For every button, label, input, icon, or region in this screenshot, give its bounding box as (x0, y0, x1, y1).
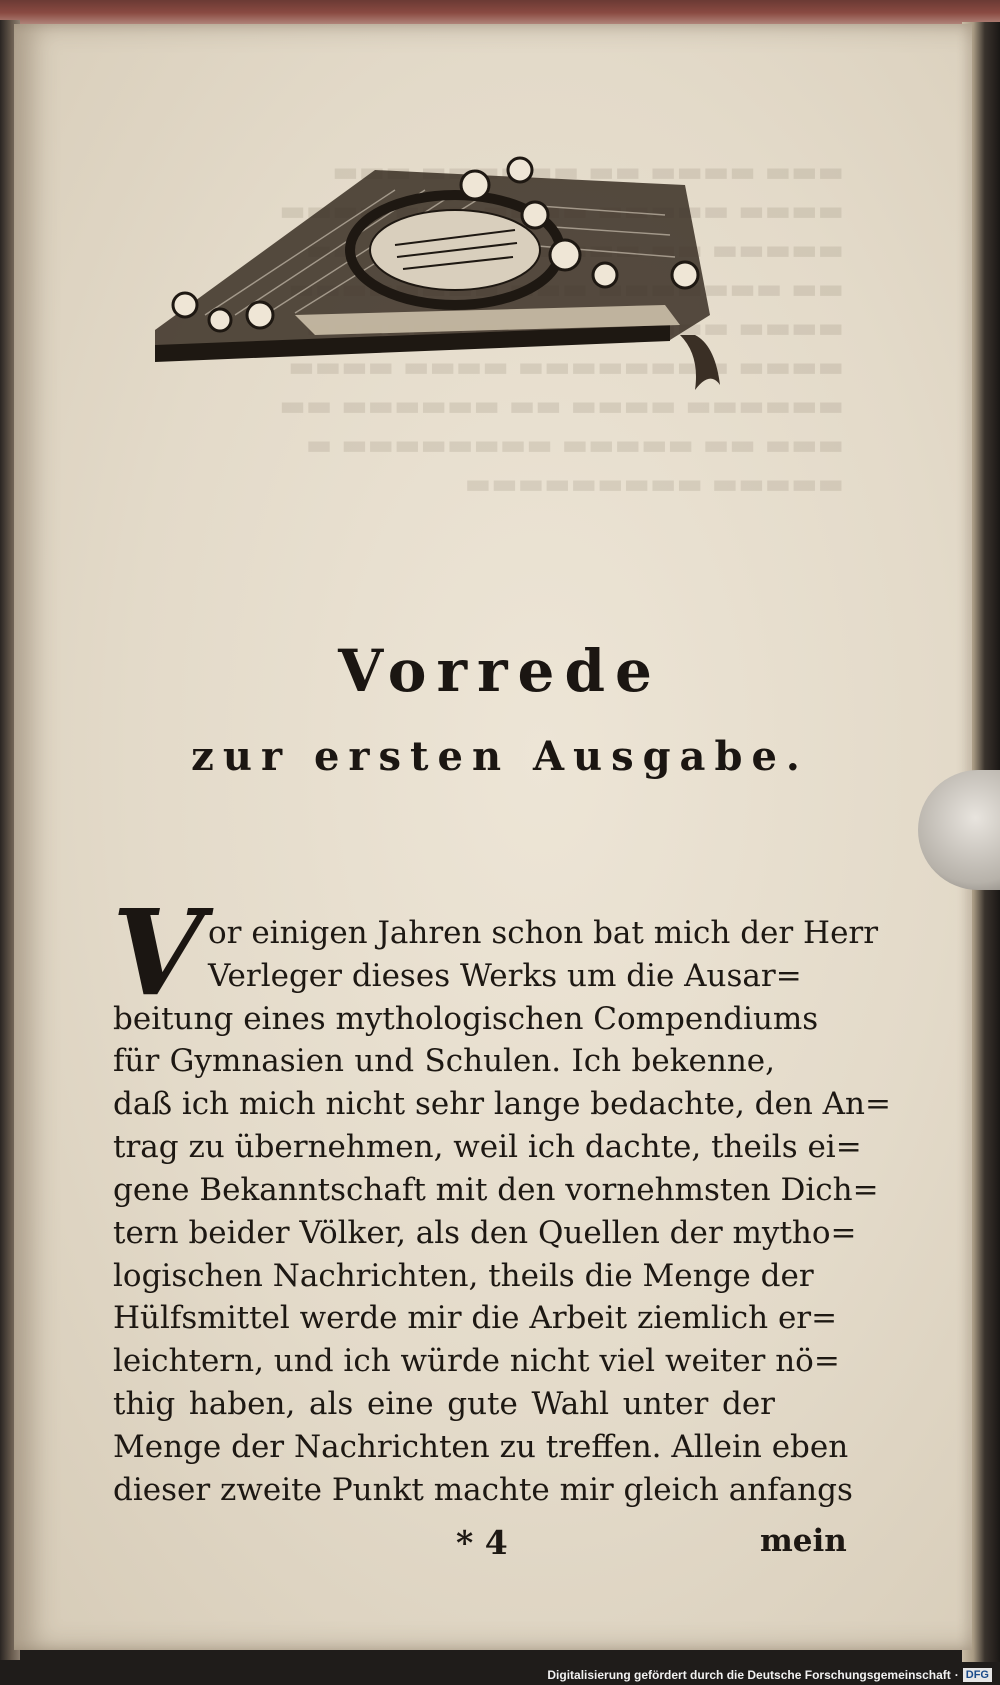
credit-separator: · (954, 1668, 959, 1682)
body-line: für Gymnasien und Schulen. Ich bekenne, (113, 1043, 775, 1079)
page-title: Vorrede (338, 637, 662, 705)
body-line: dieser zweite Punkt machte mir gleich anfangs (113, 1472, 853, 1508)
bleed-through-text: ▬▬▬ ▬▬▬▬ ▬▬ ▬▬▬▬▬▬ ▬▬▬ ▬▬▬▬ ▬▬▬▬▬ ▬▬ ▬▬▬▬ ▬▬▬▬ ▬▬▬▬▬▬▬▬ ▬▬▬▬ ▬▬▬▬ ▬▬▬▬▬▬ ▬▬▬▬ ▬▬ ▬▬▬▬▬▬ ▬▬ ▬▬▬ ▬▬ ▬▬▬▬▬ ▬▬▬▬▬▬▬▬ ▬ ▬▬▬▬▬ ▬▬▬▬▬▬▬▬▬ (279, 155, 844, 500)
drop-cap: V (112, 883, 204, 1022)
woodcut-ornament (125, 145, 810, 415)
body-line: trag zu übernehmen, weil ich dachte, theils ei= (113, 1129, 862, 1165)
body-line: Menge der Nachrichten zu treffen. Allein eben (113, 1429, 849, 1465)
body-line: gene Bekanntschaft mit den vornehmsten Dich= (113, 1172, 879, 1208)
body-line: tern beider Völker, als den Quellen der mytho= (113, 1215, 857, 1251)
credit-text: Digitalisierung gefördert durch die Deutsche Forschungsgemeinschaft (547, 1668, 951, 1682)
body-line: leichtern, und ich würde nicht viel weiter nö= (113, 1343, 840, 1379)
body-line: beitung eines mythologischen Compendiums (113, 1001, 819, 1037)
catchword: mein (760, 1523, 847, 1559)
digitization-credit (547, 1666, 992, 1684)
signature-mark: * 4 (456, 1523, 508, 1562)
body-line: daß ich mich nicht sehr lange bedachte, den An= (113, 1086, 891, 1122)
body-line: logischen Nachrichten, theils die Menge der (113, 1258, 814, 1294)
body-line: Verleger dieses Werks um die Ausar= (208, 958, 802, 994)
body-line: thig haben, als eine gute Wahl unter der (113, 1386, 775, 1422)
body-line: or einigen Jahren schon bat mich der Herr (208, 915, 879, 951)
dfg-logo: DFG (963, 1668, 992, 1682)
body-line: Hülfsmittel werde mir die Arbeit ziemlich er= (113, 1300, 838, 1336)
page-subtitle: zur ersten Ausgabe. (191, 733, 809, 780)
